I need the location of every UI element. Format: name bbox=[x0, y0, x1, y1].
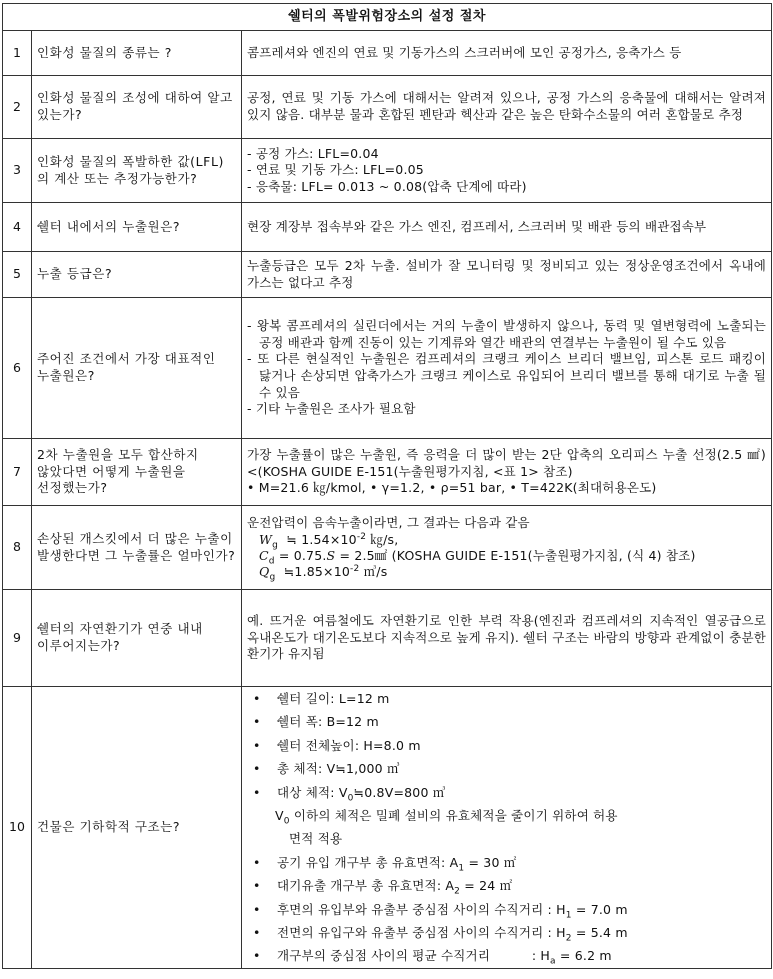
answer-line: - 응축물: LFL= 0.013 ~ 0.08(압축 단계에 따라) bbox=[247, 178, 527, 194]
question-cell: 인화성 물질의 조성에 대하여 알고 있는가? bbox=[32, 76, 242, 139]
question-cell: 2차 누출원을 모두 합산하지 않았다면 어떻게 누출원을 선정했는가? bbox=[32, 439, 242, 506]
question-cell: 주어진 조건에서 가장 대표적인 누출원은? bbox=[32, 298, 242, 439]
answer-line: 가장 누출률이 많은 누출원, 즉 응력을 더 많이 받는 2단 압축의 오리피스 누출 선정(2.5 ㎟)<(KOSHA GUIDE E-151(누출원평가지침, <표 1> 참조) bbox=[247, 447, 767, 479]
question-cell: 인화성 물질의 종류는 ? bbox=[32, 31, 242, 76]
table-row bbox=[3, 298, 772, 439]
row-number: 3 bbox=[3, 139, 32, 203]
formula-wg: $W_g$ ≒ $1.54\times 10^{-2}$ ㎏/s, bbox=[259, 531, 399, 551]
row-number: 2 bbox=[3, 76, 32, 139]
question-cell: 건물은 기하학적 구조는? bbox=[32, 687, 242, 969]
formula-cd: $C_d = 0.75.S$ = 2.5㎟ (KOSHA GUIDE E-151(누출원평가지침, (식 4) 참조) bbox=[259, 547, 696, 567]
answer-cell bbox=[242, 687, 772, 969]
row-number: 6 bbox=[3, 298, 32, 439]
table-row bbox=[3, 252, 772, 298]
question-cell: 쉘터 내에서의 누출원은? bbox=[32, 203, 242, 252]
answer-text: 누출등급은 모두 2차 누출. 설비가 잘 모니터링 및 정비되고 있는 정상운영조건에서 옥내에 가스는 없다고 추정 bbox=[247, 257, 767, 290]
answer-cell bbox=[242, 31, 772, 76]
answer-text: 공정, 연료 및 기동 가스에 대해서는 알려져 있으나, 공정 가스의 응축물에 대해서는 알려져 있지 않음. 대부분 물과 혼합된 펜탄과 헥산과 같은 높은 탄화수소물의 여러 혼합물로 추정 bbox=[247, 90, 767, 122]
answer-cell bbox=[242, 139, 772, 203]
answer-line: - 왕복 콤프레셔의 실린더에서는 거의 누출이 발생하지 않으나, 동력 및 열변형력에 노출되는 공정 배관과 함께 진동이 있는 기계류와 열간 배관의 연결부는 누출원이 될 수도 있음 bbox=[247, 318, 767, 350]
bullet-item: • 쉘터 폭: B=12 m bbox=[253, 714, 379, 730]
answer-cell bbox=[242, 252, 772, 298]
answer-cell bbox=[242, 590, 772, 687]
formula-qg: $Q_g$ $≒1.85\times 10^{-2}$ ㎥/s bbox=[259, 563, 388, 583]
table-row bbox=[3, 506, 772, 590]
row-number: 8 bbox=[3, 506, 32, 590]
answer-cell bbox=[242, 203, 772, 252]
procedure-table bbox=[2, 3, 772, 969]
bullet-item: • 대기유출 개구부 총 유효면적: $A_2 = 24$ ㎡ bbox=[253, 878, 513, 897]
volume-note-continued: 면적 적용 bbox=[289, 831, 343, 847]
answer-cell bbox=[242, 298, 772, 439]
row-number: 10 bbox=[3, 687, 32, 969]
bullet-item: • 총 체적: V≒1,000 ㎥ bbox=[253, 761, 400, 777]
question-cell: 누출 등급은? bbox=[32, 252, 242, 298]
bullet-item: • 대상 체적: $V_0≒0.8V=800$ ㎥ bbox=[253, 784, 446, 804]
question-cell: 쉘터의 자연환기가 연중 내내 이루어지는가? bbox=[32, 590, 242, 687]
row-number: 4 bbox=[3, 203, 32, 252]
answer-line: - 기타 누출원은 조사가 필요함 bbox=[247, 401, 416, 417]
row-number: 1 bbox=[3, 31, 32, 76]
bullet-item: • 공기 유입 개구부 총 유효면적: $A_1 = 30$ ㎡ bbox=[253, 854, 517, 874]
answer-cell bbox=[242, 506, 772, 590]
answer-line: 운전압력이 음속누출이라면, 그 결과는 다음과 같음 bbox=[247, 515, 530, 531]
table-title-row bbox=[3, 4, 772, 31]
table-row bbox=[3, 139, 772, 203]
row-number: 5 bbox=[3, 252, 32, 298]
row-number: 9 bbox=[3, 590, 32, 687]
answer-cell bbox=[242, 439, 772, 506]
table-row bbox=[3, 31, 772, 76]
row-number: 7 bbox=[3, 439, 32, 506]
answer-line: - 연료 및 기동 가스: LFL=0.05 bbox=[247, 162, 424, 178]
answer-line: - 공정 가스: LFL=0.04 bbox=[247, 145, 379, 161]
answer-text: 콤프레셔와 엔진의 연료 및 기동가스의 스크러버에 모인 공정가스, 응축가스 등 bbox=[247, 44, 682, 60]
table-row bbox=[3, 439, 772, 506]
bullet-item: • 후면의 유입부와 유출부 중심점 사이의 수직거리 : $H_1 = 7.0$ m bbox=[253, 901, 628, 921]
question-cell: 인화성 물질의 폭발하한 값(LFL)의 계산 또는 추정가능한가? bbox=[32, 139, 242, 203]
table-row bbox=[3, 590, 772, 687]
answer-cell bbox=[242, 76, 772, 139]
answer-line: - 또 다른 현실적인 누출원은 컴프레셔의 크랭크 케이스 브리더 밸브임, 피스톤 로드 패킹이 닳거나 손상되면 압축가스가 크랭크 케이스로 유입되어 브리더 밸브를 통해 대기로 누출 될 수 있음 bbox=[247, 351, 767, 400]
table-title: 쉘터의 폭발위험장소의 설정 절차 bbox=[3, 4, 772, 31]
bullet-item: • 쉘터 전체높이: H=8.0 m bbox=[253, 737, 421, 753]
answer-text: 예. 뜨거운 여름철에도 자연환기로 인한 부력 작용(엔진과 컴프레셔의 지속적인 열공급으로 옥내온도가 대기온도보다 지속적으로 높게 유지). 쉘터 구조는 바람의 방향과 관계없이 충분한 환기가 유지됨 bbox=[247, 613, 767, 662]
table-row bbox=[3, 687, 772, 969]
table-row bbox=[3, 203, 772, 252]
bullet-item: • 개구부의 중심점 사이의 평균 수직거리 : $H_a = 6.2$ m bbox=[253, 948, 612, 967]
bullet-item: • 전면의 유입구와 유출부 중심점 사이의 수직거리 : $H_2 = 5.4$ m bbox=[253, 925, 628, 944]
question-cell: 손상된 개스킷에서 더 많은 누출이 발생한다면 그 누출률은 얼마인가? bbox=[32, 506, 242, 590]
table-row bbox=[3, 76, 772, 139]
answer-line: • M=21.6 ㎏/kmol, • γ=1.2, • ρ=51 bar, • T=422K(최대허용온도) bbox=[247, 480, 657, 496]
answer-text: 현장 계장부 접속부와 같은 가스 엔진, 컴프레서, 스크러버 및 배관 등의 배관접속부 bbox=[247, 218, 707, 234]
bullet-item: • 쉘터 길이: L=12 m bbox=[253, 691, 390, 706]
volume-note: $V_0$ 이하의 체적은 밀폐 설비의 유효체적을 줄이기 위하여 허용 bbox=[275, 808, 618, 827]
